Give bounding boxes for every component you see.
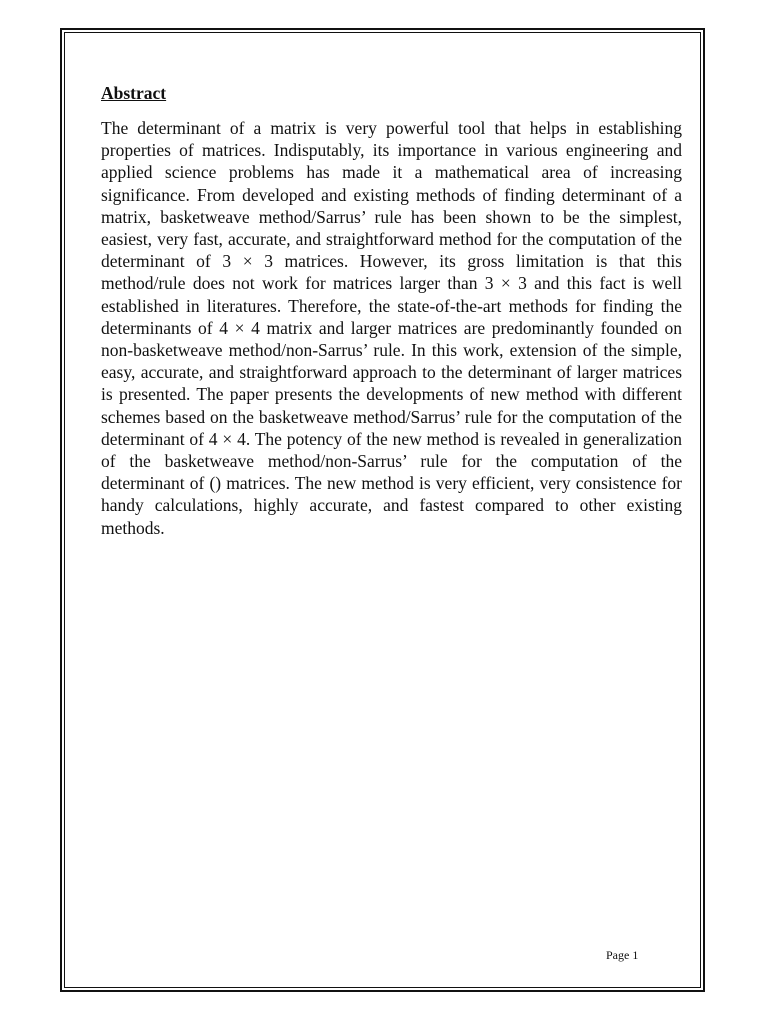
- page-number: Page 1: [606, 948, 639, 962]
- abstract-section: [101, 82, 682, 539]
- abstract-heading: Abstract: [101, 83, 167, 103]
- abstract-body: The determinant of a matrix is very powerful tool that helps in establishing properties of matrices. Indisputably, its importance in various engineering and applied science problems has made it a mathematical area of increasing significance. From developed and existing methods of finding determinant of a matrix, basketweave method/Sarrus’ rule has been shown to be the simplest, easiest, very fast, accurate, and straightforward method for the computation of the determinant of 3 × 3 matrices. However, its gross limitation is that this method/rule does not work for matrices larger than 3 × 3 and this fact is well established in literatures. Therefore, the state-of-the-art methods for finding the determinants of 4 × 4 matrix and larger matrices are predominantly founded on non-basketweave method/non-Sarrus’ rule. In this work, extension of the simple, easy, accurate, and straightforward approach to the determinant of larger matrices is presented. The paper presents the developments of new method with different schemes based on the basketweave method/Sarrus’ rule for the computation of the determinant of 4 × 4. The potency of the new method is revealed in generalization of the basketweave method/non-Sarrus’ rule for the computation of the determinant of () matrices. The new method is very efficient, very consistence for handy calculations, highly accurate, and fastest compared to other existing methods.: [101, 118, 682, 538]
